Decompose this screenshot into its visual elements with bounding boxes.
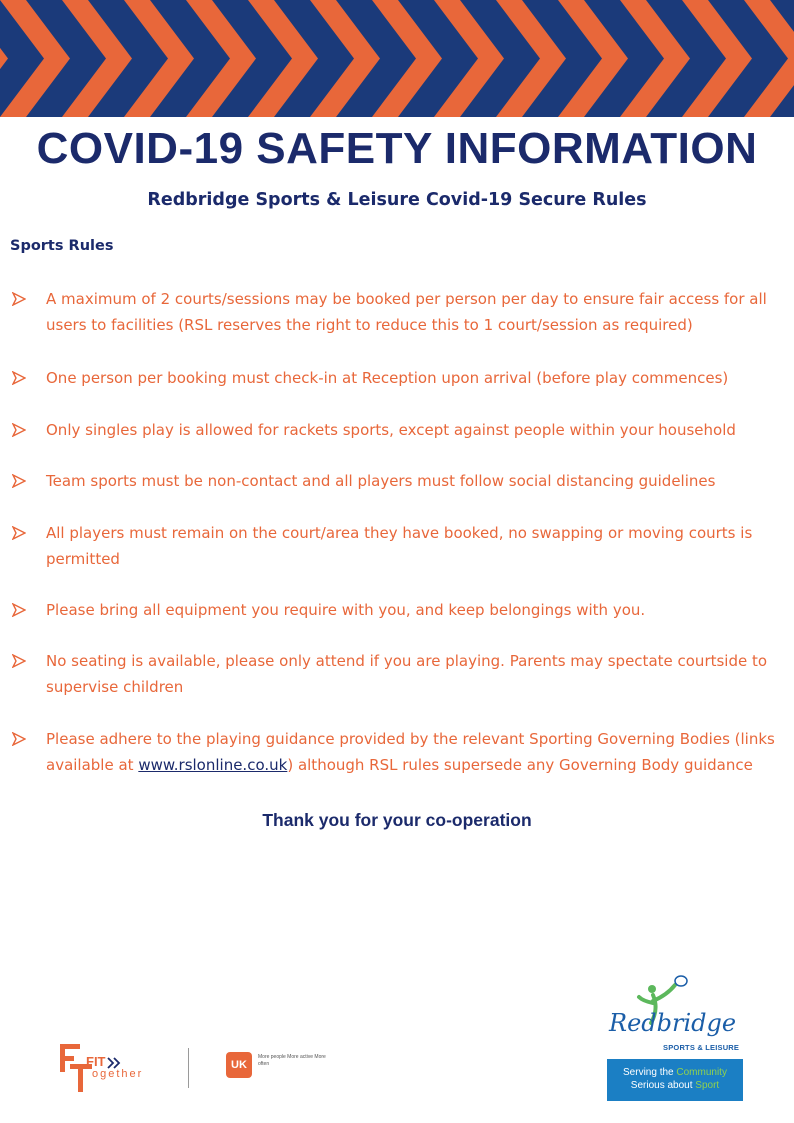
uk-badge: UK xyxy=(226,1052,252,1078)
section-heading: Sports Rules xyxy=(10,238,114,254)
rule-text: All players must remain on the court/area they have booked, no swapping or moving courts is permitted xyxy=(46,524,753,568)
arrow-bullet-icon xyxy=(12,371,26,385)
fit-letters: FIT xyxy=(86,1054,106,1069)
rsl-name: Redbridge xyxy=(609,1009,737,1037)
rule-text: Only singles play is allowed for rackets sports, except against people within your household xyxy=(46,421,736,439)
rsl-tagline-line-2 xyxy=(607,1079,743,1092)
arrow-bullet-icon xyxy=(12,732,26,746)
rule-text: Please bring all equipment you require with you, and keep belongings with you. xyxy=(46,601,646,619)
page-subtitle: Redbridge Sports & Leisure Covid-19 Secure Rules xyxy=(147,190,647,210)
uk-active-logo xyxy=(226,1052,326,1080)
uk-tagline: More people More active More often xyxy=(258,1054,326,1067)
rsl-website-link[interactable]: www.rslonline.co.uk xyxy=(138,756,288,774)
arrow-bullet-icon xyxy=(12,603,26,617)
thank-you-note: Thank you for your co-operation xyxy=(262,810,532,830)
tagline-highlight: Sport xyxy=(695,1080,720,1091)
rsl-tagline-line-1 xyxy=(607,1066,743,1079)
rule-text: One person per booking must check-in at Reception upon arrival (before play commences) xyxy=(46,369,729,387)
rsl-subtitle: SPORTS & LEISURE xyxy=(663,1043,740,1052)
tagline-text: Serious about xyxy=(630,1080,696,1091)
fit-word: ogether xyxy=(92,1068,144,1080)
rule-text: A maximum of 2 courts/sessions may be booked per person per day to ensure fair access for all users to facilities (RSL reserves the right to reduce this to 1 court/session as required) xyxy=(46,290,767,334)
arrow-bullet-icon xyxy=(12,474,26,488)
arrow-bullet-icon xyxy=(12,292,26,306)
page-title: COVID-19 SAFETY INFORMATION xyxy=(36,124,758,173)
rule-text-start: Please adhere to the playing guidance provided by the relevant Sporting Governing Bodies (links available at xyxy=(46,730,775,774)
rule-text xyxy=(46,726,780,778)
logo-divider xyxy=(188,1048,189,1088)
tagline-text: Serving the xyxy=(623,1067,677,1078)
rule-text: No seating is available, please only attend if you are playing. Parents may spectate courtside to supervise children xyxy=(46,652,768,696)
arrow-bullet-icon xyxy=(12,654,26,668)
rule-text: Team sports must be non-contact and all players must follow social distancing guidelines xyxy=(46,472,716,490)
tagline-highlight: Community xyxy=(676,1067,727,1078)
arrow-bullet-icon xyxy=(12,526,26,540)
redbridge-sports-leisure-logo xyxy=(607,975,743,1101)
rule-text-end: ) although RSL rules supersede any Governing Body guidance xyxy=(287,756,753,774)
rsl-tagline-box xyxy=(607,1059,743,1101)
fit-together-logo xyxy=(58,1040,168,1096)
arrow-bullet-icon xyxy=(12,423,26,437)
